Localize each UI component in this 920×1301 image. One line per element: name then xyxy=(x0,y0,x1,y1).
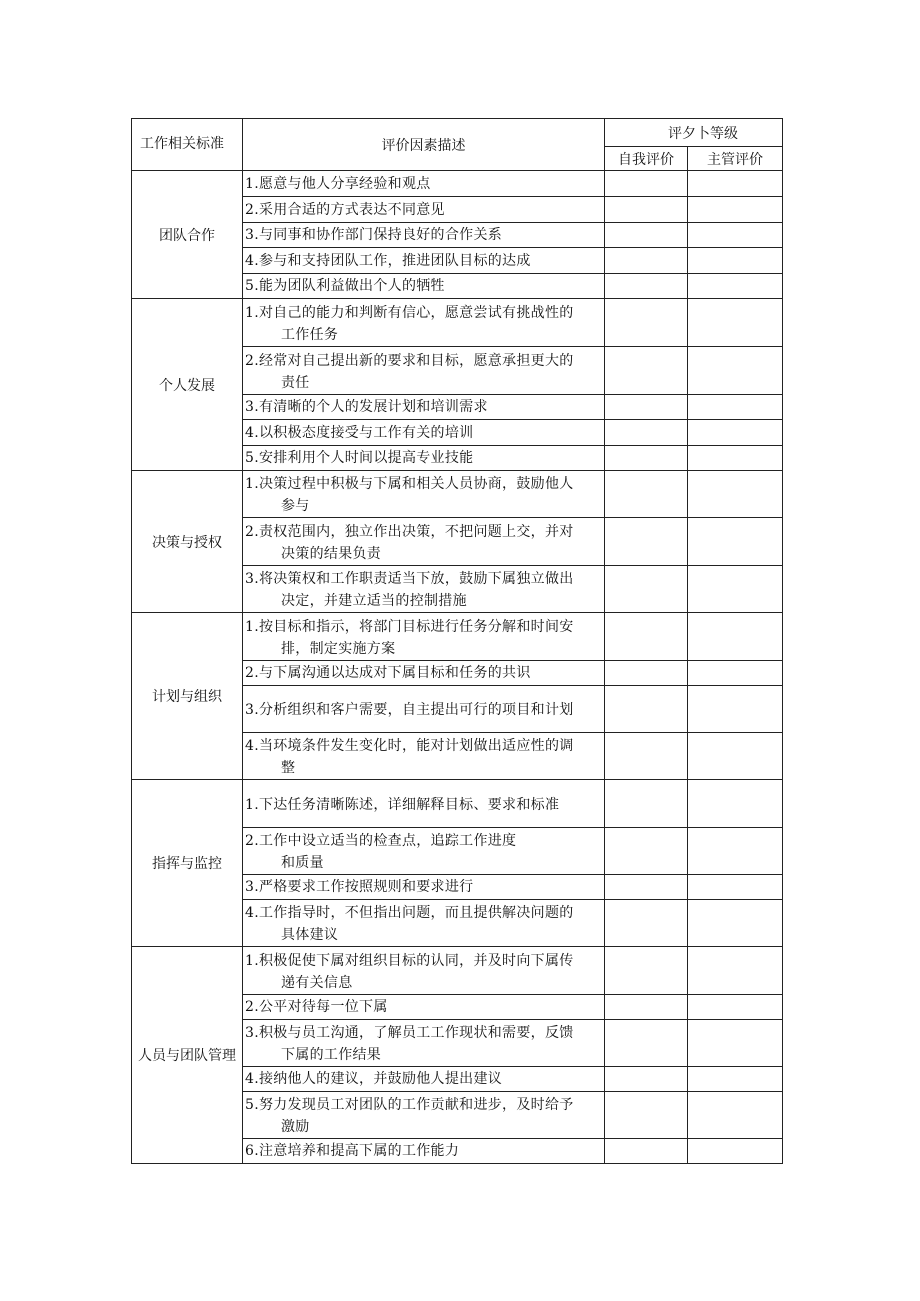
supervisor-rating-cell[interactable] xyxy=(688,471,783,518)
criterion-item: 4.当环境条件发生变化时，能对计划做出适应性的调 整 xyxy=(243,733,605,780)
self-rating-cell[interactable] xyxy=(605,223,688,248)
criterion-item: 1.积极促使下属对组织目标的认同，并及时向下属传 递有关信息 xyxy=(243,947,605,995)
supervisor-rating-cell[interactable] xyxy=(688,947,783,995)
table-row xyxy=(132,299,783,347)
table-row xyxy=(132,171,783,197)
header-standard: 工作相关标准 xyxy=(132,119,243,171)
table-row xyxy=(132,780,783,828)
table-row xyxy=(132,613,783,661)
supervisor-rating-cell[interactable] xyxy=(688,1092,783,1139)
criterion-item: 3.将决策权和工作职责适当下放，鼓励下属独立做出 决定，并建立适当的控制措施 xyxy=(243,566,605,613)
category-teamwork: 团队合作 xyxy=(132,171,243,299)
header-supervisor-rating: 主管评价 xyxy=(688,147,783,171)
supervisor-rating-cell[interactable] xyxy=(688,828,783,875)
self-rating-cell[interactable] xyxy=(605,446,688,471)
supervisor-rating-cell[interactable] xyxy=(688,875,783,900)
supervisor-rating-cell[interactable] xyxy=(688,686,783,733)
self-rating-cell[interactable] xyxy=(605,900,688,947)
header-rating-level: 评夕卜等级 xyxy=(605,119,783,147)
supervisor-rating-cell[interactable] xyxy=(688,1139,783,1164)
self-rating-cell[interactable] xyxy=(605,875,688,900)
supervisor-rating-cell[interactable] xyxy=(688,518,783,566)
self-rating-cell[interactable] xyxy=(605,661,688,686)
criterion-item: 3.严格要求工作按照规则和要求进行 xyxy=(243,875,605,900)
self-rating-cell[interactable] xyxy=(605,1020,688,1067)
self-rating-cell[interactable] xyxy=(605,947,688,995)
criterion-item: 4.工作指导时，不但指出问题，而且提供解决问题的 具体建议 xyxy=(243,900,605,947)
supervisor-rating-cell[interactable] xyxy=(688,446,783,471)
self-rating-cell[interactable] xyxy=(605,780,688,828)
criterion-item: 3.分析组织和客户需要，自主提出可行的项目和计划 xyxy=(243,686,605,733)
self-rating-cell[interactable] xyxy=(605,299,688,347)
self-rating-cell[interactable] xyxy=(605,686,688,733)
criterion-item: 2.与下属沟通以达成对下属目标和任务的共识 xyxy=(243,661,605,686)
category-personal-development: 个人发展 xyxy=(132,299,243,471)
supervisor-rating-cell[interactable] xyxy=(688,223,783,248)
supervisor-rating-cell[interactable] xyxy=(688,347,783,395)
self-rating-cell[interactable] xyxy=(605,1139,688,1164)
self-rating-cell[interactable] xyxy=(605,733,688,780)
supervisor-rating-cell[interactable] xyxy=(688,566,783,613)
criterion-item: 2.公平对待每一位下属 xyxy=(243,995,605,1020)
header-self-rating: 自我评价 xyxy=(605,147,688,171)
header-row-1 xyxy=(132,119,783,147)
criterion-item: 4.参与和支持团队工作，推进团队目标的达成 xyxy=(243,248,605,274)
criterion-item: 5.能为团队利益做出个人的牺牲 xyxy=(243,274,605,299)
self-rating-cell[interactable] xyxy=(605,420,688,446)
criterion-item: 2.责权范围内，独立作出决策，不把问题上交，并对 决策的结果负责 xyxy=(243,518,605,566)
criterion-item: 5.努力发现员工对团队的工作贡献和进步，及时给予 激励 xyxy=(243,1092,605,1139)
self-rating-cell[interactable] xyxy=(605,1067,688,1092)
criterion-item: 1.愿意与他人分享经验和观点 xyxy=(243,171,605,197)
table-row xyxy=(132,947,783,995)
criterion-item: 3.积极与员工沟通，了解员工工作现状和需要，反馈 下属的工作结果 xyxy=(243,1020,605,1067)
criterion-item: 4.以积极态度接受与工作有关的培训 xyxy=(243,420,605,446)
criterion-item: 5.安排利用个人时间以提高专业技能 xyxy=(243,446,605,471)
self-rating-cell[interactable] xyxy=(605,613,688,661)
category-planning-organization: 计划与组织 xyxy=(132,613,243,780)
supervisor-rating-cell[interactable] xyxy=(688,613,783,661)
criterion-item: 3.与同事和协作部门保持良好的合作关系 xyxy=(243,223,605,248)
self-rating-cell[interactable] xyxy=(605,995,688,1020)
supervisor-rating-cell[interactable] xyxy=(688,995,783,1020)
criterion-item: 3.有清晰的个人的发展计划和培训需求 xyxy=(243,395,605,420)
self-rating-cell[interactable] xyxy=(605,471,688,518)
criterion-item: 1.按目标和指示，将部门目标进行任务分解和时间安 排，制定实施方案 xyxy=(243,613,605,661)
supervisor-rating-cell[interactable] xyxy=(688,395,783,420)
supervisor-rating-cell[interactable] xyxy=(688,171,783,197)
supervisor-rating-cell[interactable] xyxy=(688,780,783,828)
self-rating-cell[interactable] xyxy=(605,171,688,197)
header-description: 评价因素描述 xyxy=(243,119,605,171)
supervisor-rating-cell[interactable] xyxy=(688,274,783,299)
supervisor-rating-cell[interactable] xyxy=(688,420,783,446)
criterion-item: 6.注意培养和提高下属的工作能力 xyxy=(243,1139,605,1164)
supervisor-rating-cell[interactable] xyxy=(688,1067,783,1092)
criterion-item: 4.接纳他人的建议，并鼓励他人提出建议 xyxy=(243,1067,605,1092)
supervisor-rating-cell[interactable] xyxy=(688,248,783,274)
category-staff-team-management: 人员与团队管理 xyxy=(132,947,243,1164)
self-rating-cell[interactable] xyxy=(605,518,688,566)
criterion-item: 2.采用合适的方式表达不同意见 xyxy=(243,197,605,223)
criterion-item: 1.决策过程中积极与下属和相关人员协商，鼓励他人 参与 xyxy=(243,471,605,518)
supervisor-rating-cell[interactable] xyxy=(688,197,783,223)
self-rating-cell[interactable] xyxy=(605,274,688,299)
self-rating-cell[interactable] xyxy=(605,197,688,223)
self-rating-cell[interactable] xyxy=(605,828,688,875)
criterion-item: 1.下达任务清晰陈述，详细解释目标、要求和标准 xyxy=(243,780,605,828)
supervisor-rating-cell[interactable] xyxy=(688,661,783,686)
self-rating-cell[interactable] xyxy=(605,248,688,274)
category-decision-authorization: 决策与授权 xyxy=(132,471,243,613)
self-rating-cell[interactable] xyxy=(605,1092,688,1139)
evaluation-table xyxy=(131,118,783,1164)
supervisor-rating-cell[interactable] xyxy=(688,900,783,947)
supervisor-rating-cell[interactable] xyxy=(688,299,783,347)
table-row xyxy=(132,471,783,518)
self-rating-cell[interactable] xyxy=(605,395,688,420)
supervisor-rating-cell[interactable] xyxy=(688,1020,783,1067)
category-command-monitoring: 指挥与监控 xyxy=(132,780,243,947)
criterion-item: 1.对自己的能力和判断有信心，愿意尝试有挑战性的 工作任务 xyxy=(243,299,605,347)
criterion-item: 2.经常对自己提出新的要求和目标，愿意承担更大的 责任 xyxy=(243,347,605,395)
criterion-item: 2.工作中设立适当的检查点，追踪工作进度 和质量 xyxy=(243,828,605,875)
supervisor-rating-cell[interactable] xyxy=(688,733,783,780)
self-rating-cell[interactable] xyxy=(605,347,688,395)
self-rating-cell[interactable] xyxy=(605,566,688,613)
